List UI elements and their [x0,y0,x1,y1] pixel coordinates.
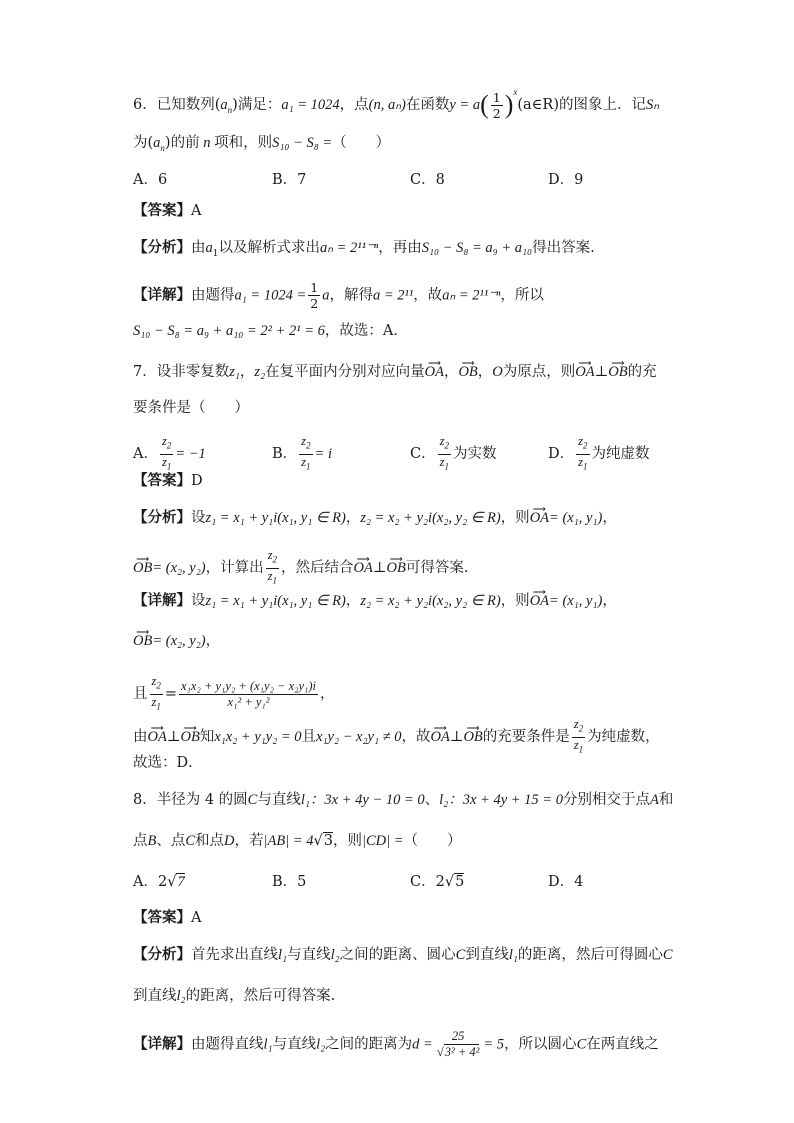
q7-stem-line2: 要条件是（ ） [133,400,249,416]
q6-answer: 【答案】A [133,202,202,219]
q7-stem-line1: 7．设非零复数z₁，z₂在复平面内分别对应向量⟶ OA，⟶ OB，O为原点，则⟶ OA⊥⟶ OB的充 [133,362,657,382]
q8-stem-line2: 点B、点C和点D，若|AB| = 4√3，则|CD| =（ ） [133,833,462,849]
q6-option-d: D．9 [548,172,584,188]
q8-stem-line1: 8．半径为 4 的圆C与直线l₁：3x + 4y − 10 = 0、l₂：3x + 4y + 15 = 0分别相交于点A和 [133,792,674,808]
q6-half-fraction: $\frac{1}{2}$ [492,89,501,121]
q8-analysis-line2: 到直线l₂的距离，然后可得答案. [133,988,336,1004]
q6-stem-line2: 为$(a_n)$的前 n 项和，则S₁₀ − S₈ =（ ） [133,135,391,153]
q6-detail-line2: S₁₀ − S₈ = a₉ + a₁₀ = 2² + 2¹ = 6，故选：A． [133,323,408,339]
q7-analysis-line1: 【分析】设z₁ = x₁ + y₁i(x₁, y₁ ∈ R)，z₂ = x₂ + y₂i(x₂, y₂ ∈ R)，则⟶ OA= (x₁, y₁)， [133,508,617,528]
q6-analysis: 【分析】由$a_1$以及解析式求出aₙ = 2¹¹⁻ⁿ，再由S₁₀ − S₈ = a₉ + a₁₀得出答案. [133,239,595,259]
q8-distance-fraction: $\frac{25}{\text{√3² + 4²}}$ [436,1029,480,1059]
q8-option-c: C．2√5 [410,874,465,890]
q7-detail-line5: 故选：D． [133,755,203,771]
q6-option-a: A．6 [133,172,168,188]
q6-stem-line1: 6．已知数列$(a_n)$满足：a₁ = 1024，点(n, aₙ)在函数y = a( $\frac{1}{2}$ )$^x$(a∈R)的图象上．记Sₙ [133,87,660,121]
q8-option-a: A．2√7 [133,874,185,890]
q8-analysis-line1: 【分析】首先求出直线l₁与直线l₂之间的距离、圆心C到直线l₁的距离，然后可得圆心C [133,946,673,963]
q7-answer: 【答案】D [133,472,203,489]
q7-detail-line1: 【详解】设z₁ = x₁ + y₁i(x₁, y₁ ∈ R)，z₂ = x₂ + y₂i(x₂, y₂ ∈ R)，则⟶ OA= (x₁, y₁)， [133,591,617,611]
q7-analysis-line2: ⟶ OB= (x₂, y₂)，计算出 $\frac{z_2}{z_1}$ ，然后结合⟶ OA⊥⟶ OB可得答案. [133,548,468,588]
q6-option-c: C．8 [410,172,445,188]
q8-detail-line1: 【详解】由题得直线l₁与直线l₂之间的距离为d = $\frac{25}{\text{√3² + 4²}}$ = 5，所以圆心C在两直线之 [133,1029,659,1059]
q7-detail-line4: 由⟶ OA⊥⟶ OB知x₁x₂ + y₁y₂ = 0且x₁y₂ − x₂y₁ ≠ 0，故⟶ OA⊥⟶ OB的充要条件是 $\frac{z_2}{z_1}$ 为纯虚数， [133,717,660,757]
q8-answer: 【答案】A [133,909,202,926]
q7-option-d: D． $\frac{z_2}{z_1}$ 为纯虚数 [548,434,650,471]
q8-option-d: D．4 [548,874,584,890]
q6-option-b: B．7 [272,172,307,188]
q7-option-c: C． $\frac{z_2}{z_1}$ 为实数 [410,434,497,471]
q6-detail-line1: 【详解】由题得a₁ = 1024 = $\frac{1}{2}$ a，解得a = 2¹¹，故aₙ = 2¹¹⁻ⁿ，所以 [133,280,544,311]
q7-option-b: B． $\frac{z_2}{z_1}$ = i [272,434,332,471]
q7-option-a: A． $\frac{z_2}{z_1}$ = −1 [133,434,206,471]
q7-detail-fraction: $\frac{\text{x₁x₂ + y₁y₂ + (x₁y₂ − x₂y₁)i}}{\text{x₁² + y₁²}}$ [181,678,317,709]
q8-option-b: B．5 [272,874,307,890]
q7-detail-line2: ⟶ OB= (x₂, y₂)， [133,631,220,651]
q7-detail-line3: 且 $\frac{z_2}{z_1}$ = $\frac{\text{x₁x₂ + y₁y₂ + (x₁y₂ − x₂y₁)i}}{\text{x₁² + y₁²}}$ ， [133,674,335,711]
